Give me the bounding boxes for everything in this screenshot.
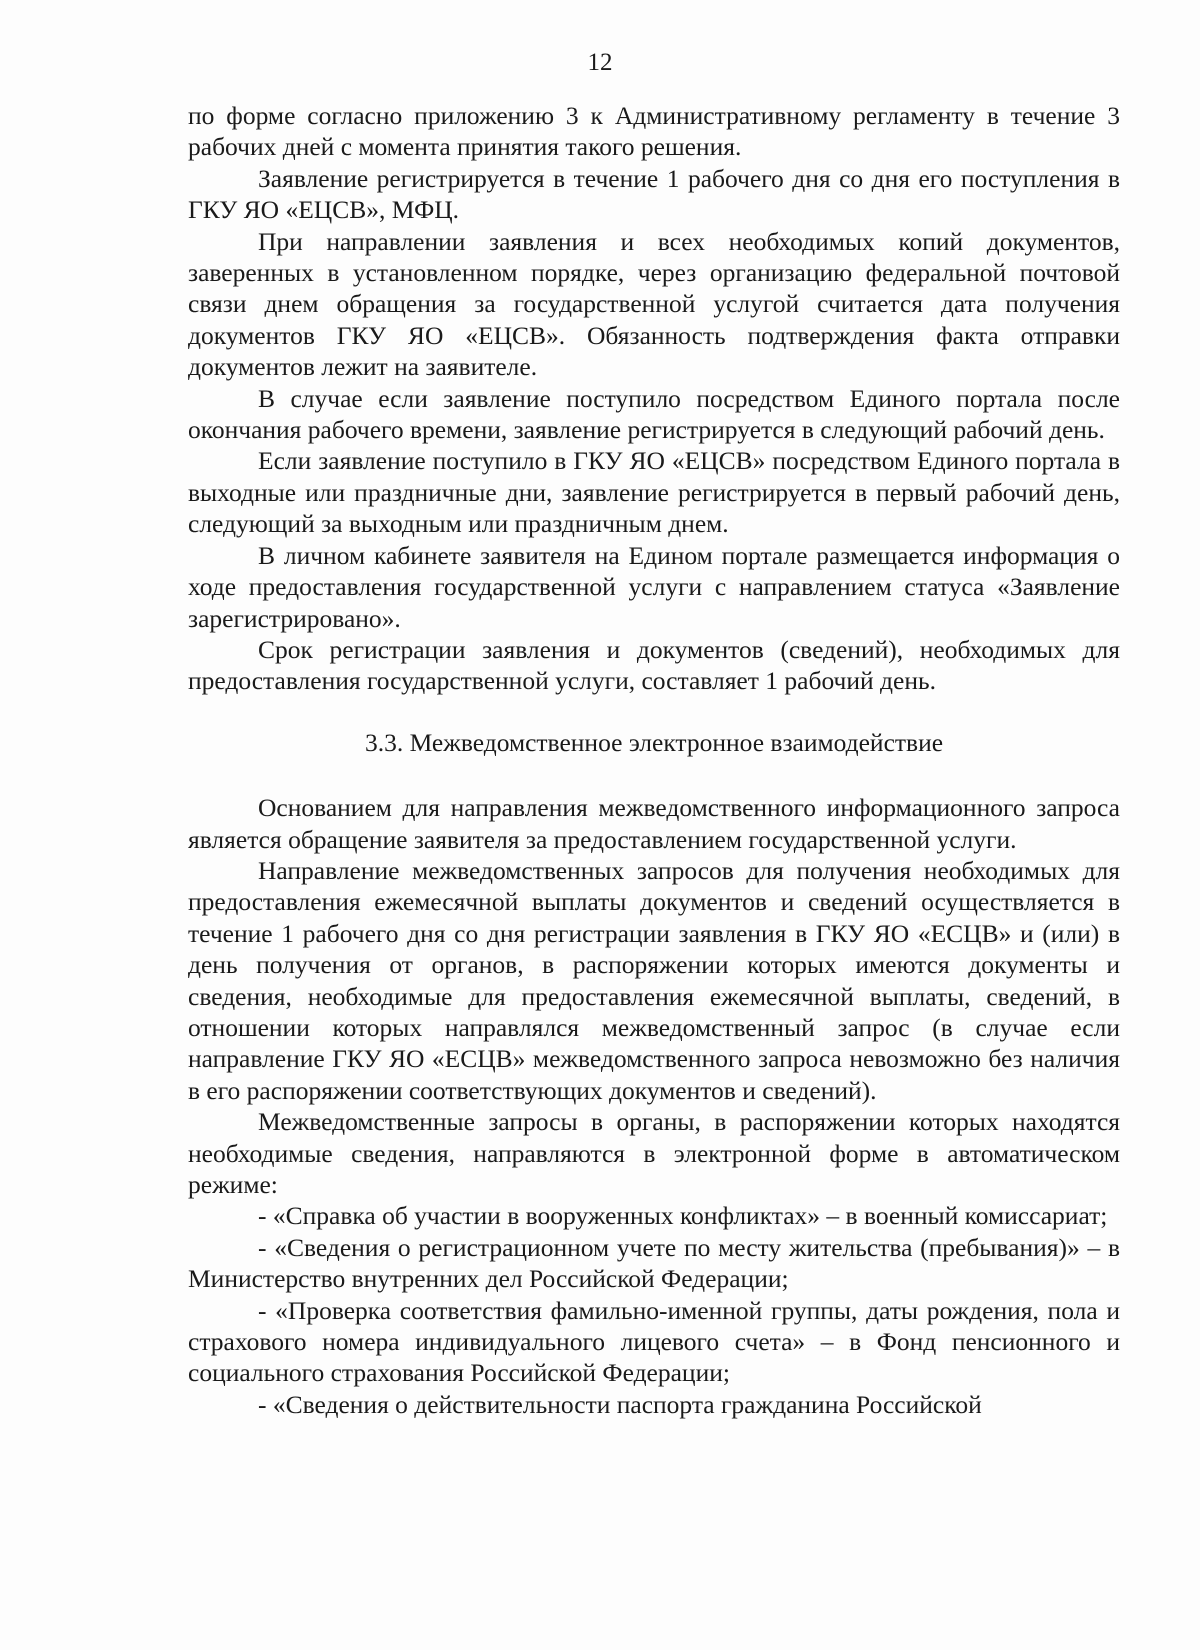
list-item: - «Справка об участии в вооруженных конфликтах» – в военный комиссариат; <box>258 1201 1108 1231</box>
page-number: 12 <box>587 49 613 76</box>
paragraph: В случае если заявление поступило посредством Единого портала после окончания рабочего времени, заявление регистрируется в следующий рабочий день. <box>188 383 1120 445</box>
paragraph: Срок регистрации заявления и документов (сведений), необходимых для предоставления государственной услуги, составляет 1 рабочий день. <box>188 634 1120 696</box>
paragraph: Основанием для направления межведомственного информационного запроса является обращение заявителя за предоставлением государственной услуги. <box>188 793 1120 854</box>
list-item: - «Проверка соответствия фамильно-именной группы, даты рождения, пола и страхового номера индивидуального лицевого счета» – в Фонд пенсионного и социального страхования Российской Федерации; <box>188 1295 1120 1388</box>
section-title: 3.3. Межведомственное электронное взаимодействие <box>364 727 944 757</box>
document-body <box>188 100 1120 1420</box>
list-item: - «Сведения о действительности паспорта гражданина Российской <box>258 1389 982 1419</box>
paragraph: При направлении заявления и всех необходимых копий документов, заверенных в установленном порядке, через организацию федеральной почтовой связи днем обращения за государственной услугой считается дата получения документов ГКУ ЯО «ЕЦСВ». Обязанность подтверждения факта отправки документов лежит на заявителе. <box>188 226 1120 382</box>
paragraph: Если заявление поступило в ГКУ ЯО «ЕЦСВ» посредством Единого портала в выходные или праздничные дни, заявление регистрируется в первый рабочий день, следующий за выходным или праздничным днем. <box>188 446 1120 539</box>
paragraph: Направление межведомственных запросов для получения необходимых для предоставления ежемесячной выплаты документов и сведений осуществляется в течение 1 рабочего дня со дня регистрации заявления в ГКУ ЯО «ЕСЦВ» и (или) в день получения от органов, в распоряжении которых имеются документы и сведения, необходимые для предоставления ежемесячной выплаты, сведений, в отношении которых направлялся межведомственный запрос (в случае если направление ГКУ ЯО «ЕСЦВ» межведомственного запроса невозможно без наличия в его распоряжении соответствующих документов и сведений). <box>188 855 1120 1105</box>
paragraph: В личном кабинете заявителя на Едином портале размещается информация о ходе предоставления государственной услуги с направлением статуса «Заявление зарегистрировано». <box>188 540 1120 633</box>
paragraph: Межведомственные запросы в органы, в распоряжении которых находятся необходимые сведения, направляются в электронной форме в автоматическом режиме: <box>188 1107 1120 1199</box>
paragraph: по форме согласно приложению 3 к Административному регламенту в течение 3 рабочих дней с момента принятия такого решения. <box>188 101 1120 162</box>
list-item: - «Сведения о регистрационном учете по месту жительства (пребывания)» – в Министерство внутренних дел Российской Федерации; <box>188 1232 1120 1294</box>
paragraph: Заявление регистрируется в течение 1 рабочего дня со дня его поступления в ГКУ ЯО «ЕЦСВ», МФЦ. <box>188 163 1120 225</box>
